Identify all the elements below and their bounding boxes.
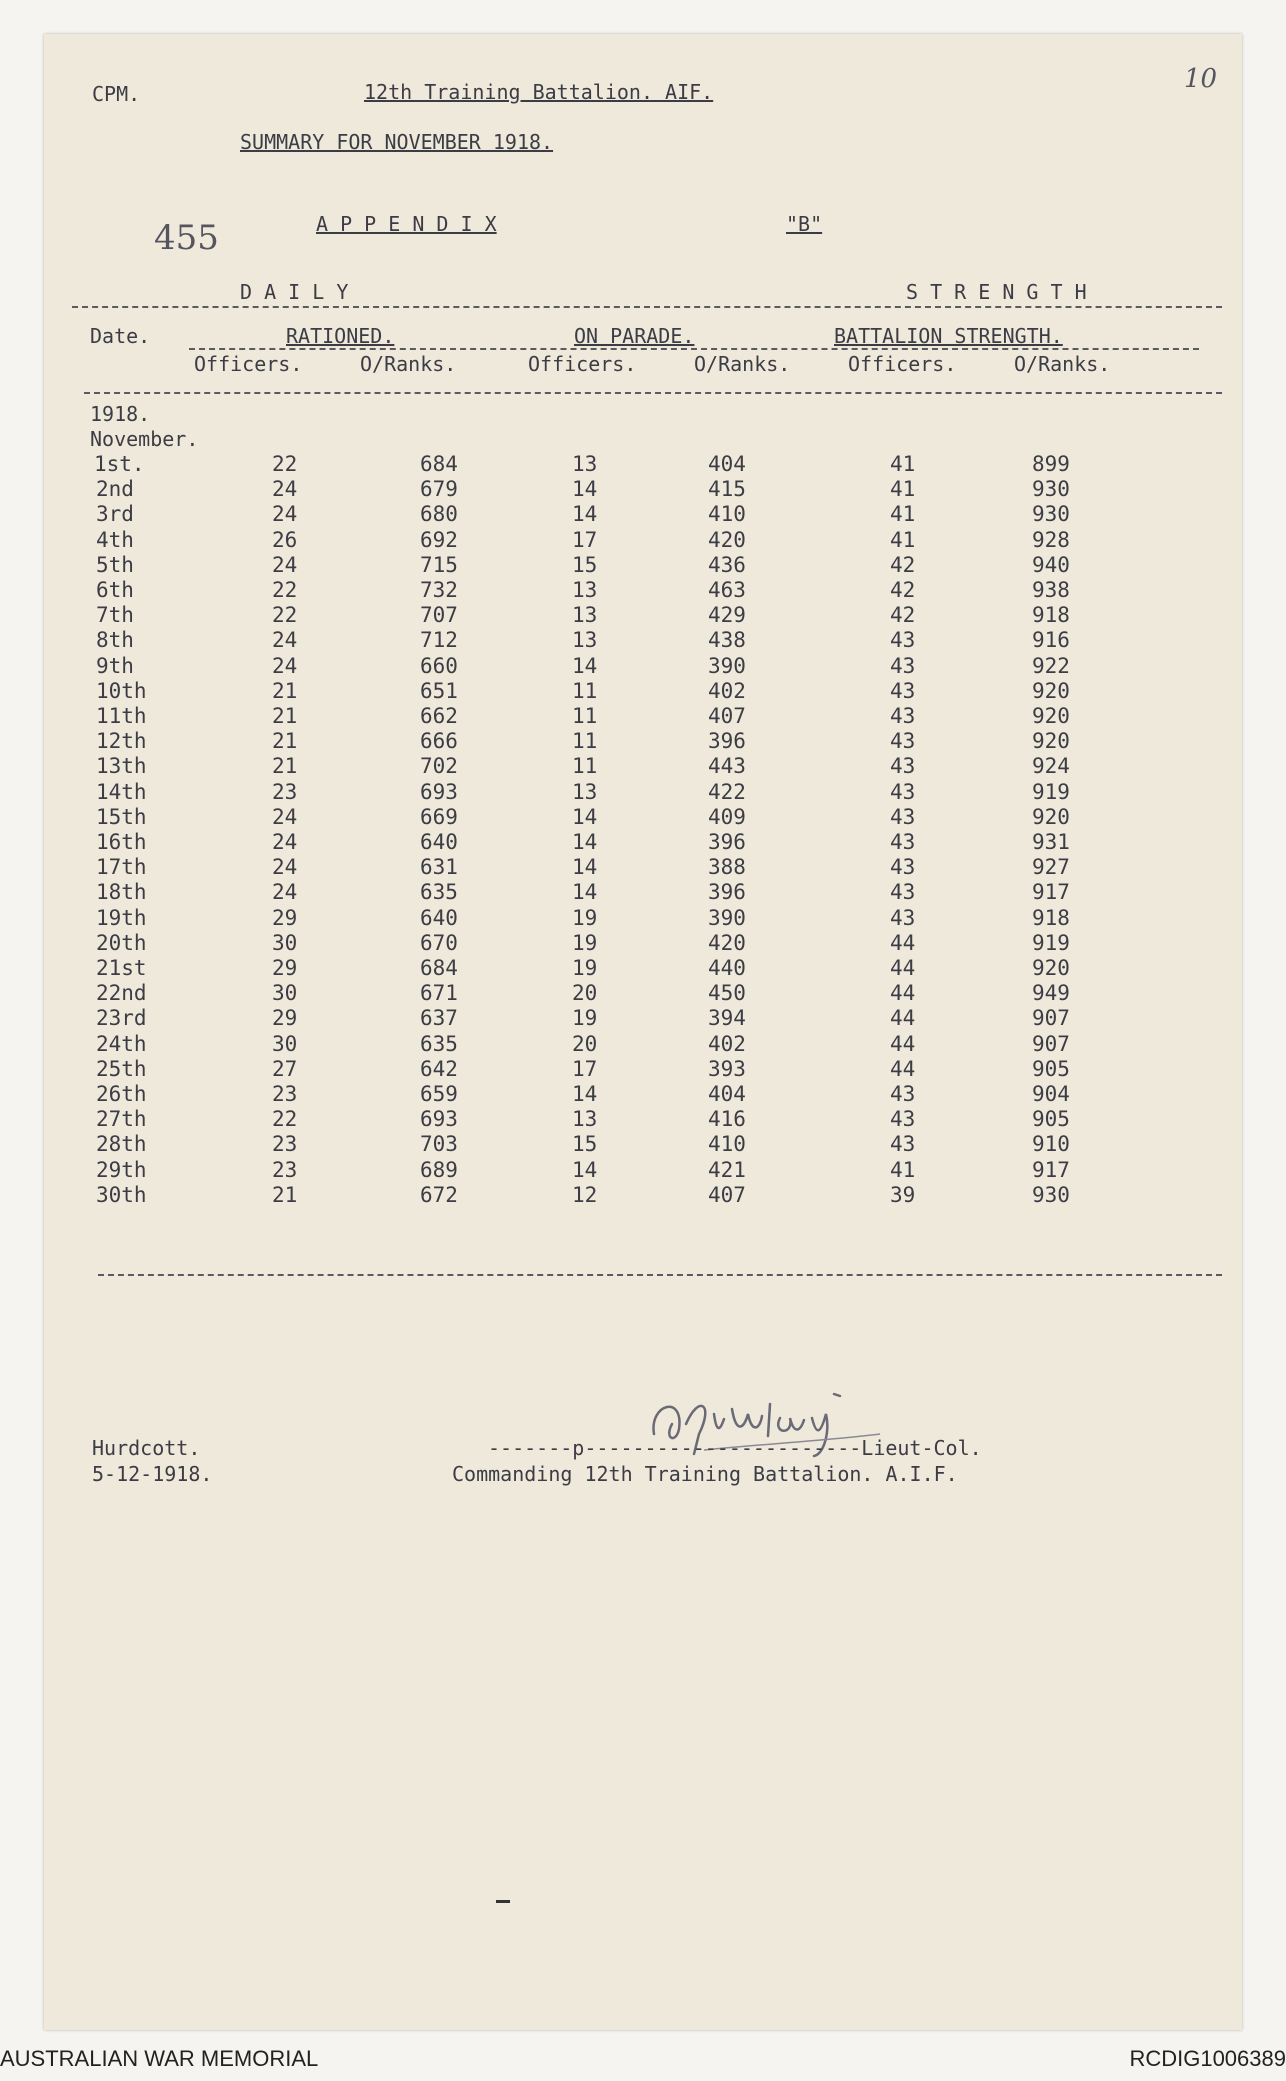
- parade-officers: 14: [572, 880, 598, 905]
- parade-officers: 20: [572, 981, 598, 1006]
- strength-officers: 43: [890, 1107, 916, 1132]
- parade-officers: 15: [572, 552, 598, 577]
- table-row: [44, 956, 1242, 981]
- rationed-ranks: 684: [420, 956, 458, 980]
- rationed-officers: 24: [272, 477, 298, 502]
- page-mark: [496, 1900, 510, 1903]
- parade-ranks: 415: [708, 477, 746, 502]
- strength-ranks: 931: [1032, 830, 1070, 854]
- strength-officers: 43: [890, 779, 916, 804]
- row-date: 24th: [96, 1031, 147, 1056]
- strength-officers: 43: [890, 855, 916, 880]
- rationed-officers: 24: [272, 628, 298, 653]
- parade-ranks: 440: [708, 956, 746, 980]
- parade-ranks: 422: [708, 779, 746, 804]
- parade-officers: 13: [572, 779, 598, 804]
- rule-top: [72, 306, 1222, 308]
- table-row: [44, 603, 1242, 628]
- parade-officers: 13: [572, 603, 598, 628]
- group-rationed: RATIONED.: [286, 324, 395, 348]
- row-date: 9th: [96, 653, 134, 678]
- rationed-ranks: 732: [420, 578, 458, 602]
- parade-ranks: 443: [708, 754, 746, 779]
- group-battalion-strength: BATTALION STRENGTH.: [834, 324, 1063, 348]
- table-row: [44, 704, 1242, 729]
- strength-ranks: 920: [1032, 678, 1070, 703]
- row-date: 29th: [96, 1157, 147, 1182]
- rationed-officers: 21: [272, 729, 298, 754]
- row-date: 17th: [96, 855, 147, 880]
- strength-officers: 41: [890, 527, 916, 552]
- rationed-ranks: 702: [420, 754, 458, 779]
- table-row: [44, 805, 1242, 830]
- parade-officers: 11: [572, 729, 598, 754]
- strength-ranks: 920: [1032, 804, 1070, 829]
- rationed-officers: 23: [272, 779, 298, 804]
- row-date: 12th: [96, 729, 147, 754]
- strength-officers: 41: [890, 1157, 916, 1182]
- banner-daily: D A I L Y: [240, 280, 349, 304]
- parade-ranks: 416: [708, 1107, 746, 1132]
- command-line: Commanding 12th Training Battalion. A.I.F.: [452, 1462, 958, 1486]
- reference-code: CPM.: [92, 82, 141, 106]
- table-row: [44, 855, 1242, 880]
- row-date: 13th: [96, 754, 147, 779]
- strength-ranks: 919: [1032, 779, 1070, 804]
- parade-officers: 14: [572, 830, 598, 854]
- document-page: [44, 34, 1242, 2030]
- row-date: 4th: [96, 527, 134, 552]
- strength-ranks: 919: [1032, 930, 1070, 955]
- row-date: 15th: [96, 804, 147, 829]
- rule-table-end: [98, 1274, 1222, 1276]
- rationed-officers: 21: [272, 678, 298, 703]
- rule-header-bottom: [84, 392, 1222, 394]
- rationed-officers: 24: [272, 804, 298, 829]
- strength-ranks: 949: [1032, 981, 1070, 1006]
- row-date: 5th: [96, 552, 134, 577]
- rationed-ranks: 631: [420, 855, 458, 880]
- row-date: 11th: [96, 704, 147, 728]
- folio-number: 10: [1184, 64, 1218, 94]
- parade-ranks: 396: [708, 830, 746, 854]
- month-label: November.: [90, 427, 199, 451]
- table-row: [44, 780, 1242, 805]
- banner-strength: S T R E N G T H: [906, 280, 1087, 304]
- strength-officers: 43: [890, 1132, 916, 1157]
- rationed-ranks: 635: [420, 880, 458, 905]
- row-date: 14th: [96, 779, 147, 804]
- strength-officers: 43: [890, 880, 916, 905]
- strength-ranks: 920: [1032, 956, 1070, 980]
- table-row: [44, 654, 1242, 679]
- table-row: [44, 679, 1242, 704]
- parade-ranks: 429: [708, 603, 746, 628]
- row-date: 6th: [96, 578, 134, 602]
- parade-ranks: 393: [708, 1056, 746, 1081]
- table-row: [44, 528, 1242, 553]
- table-row: [44, 477, 1242, 502]
- strength-ranks: 922: [1032, 653, 1070, 678]
- parade-officers: 11: [572, 754, 598, 779]
- subheader-rationed-ranks: O/Ranks.: [360, 352, 457, 376]
- parade-officers: 11: [572, 678, 598, 703]
- strength-ranks: 904: [1032, 1082, 1070, 1106]
- parade-officers: 20: [572, 1031, 598, 1056]
- parade-ranks: 450: [708, 981, 746, 1006]
- strength-officers: 43: [890, 628, 916, 653]
- row-date: 7th: [96, 603, 134, 628]
- rationed-ranks: 692: [420, 527, 458, 552]
- strength-ranks: 930: [1032, 477, 1070, 502]
- strength-ranks: 916: [1032, 628, 1070, 653]
- parade-ranks: 404: [708, 452, 746, 476]
- rationed-officers: 29: [272, 1006, 298, 1031]
- rationed-ranks: 669: [420, 804, 458, 829]
- strength-ranks: 920: [1032, 704, 1070, 728]
- strength-ranks: 920: [1032, 729, 1070, 754]
- row-date: 26th: [96, 1082, 147, 1106]
- strength-ranks: 910: [1032, 1132, 1070, 1157]
- parade-ranks: 409: [708, 804, 746, 829]
- subheader-strength-officers: Officers.: [848, 352, 957, 376]
- rationed-officers: 24: [272, 855, 298, 880]
- strength-officers: 44: [890, 930, 916, 955]
- rationed-ranks: 684: [420, 452, 458, 476]
- date-column-header: Date.: [90, 324, 151, 348]
- parade-officers: 12: [572, 1182, 598, 1207]
- rationed-officers: 21: [272, 704, 298, 728]
- parade-ranks: 402: [708, 1031, 746, 1056]
- unit-heading: 12th Training Battalion. AIF.: [364, 80, 714, 104]
- rationed-officers: 24: [272, 880, 298, 905]
- parade-ranks: 421: [708, 1157, 746, 1182]
- rationed-ranks: 715: [420, 552, 458, 577]
- subheader-parade-officers: Officers.: [528, 352, 637, 376]
- summary-heading: SUMMARY FOR NOVEMBER 1918.: [240, 130, 554, 154]
- appendix-letter: "B": [786, 212, 823, 236]
- parade-officers: 13: [572, 578, 598, 602]
- footer-archive-name: AUSTRALIAN WAR MEMORIAL: [0, 2046, 319, 2071]
- rationed-officers: 21: [272, 1182, 298, 1207]
- rationed-ranks: 640: [420, 830, 458, 854]
- table-row: [44, 830, 1242, 855]
- rationed-ranks: 672: [420, 1182, 458, 1207]
- strength-ranks: 918: [1032, 905, 1070, 930]
- rationed-ranks: 635: [420, 1031, 458, 1056]
- table-row: [44, 1082, 1242, 1107]
- rationed-ranks: 670: [420, 930, 458, 955]
- rationed-officers: 24: [272, 653, 298, 678]
- parade-officers: 14: [572, 1082, 598, 1106]
- table-row: [44, 578, 1242, 603]
- parade-ranks: 420: [708, 930, 746, 955]
- strength-officers: 43: [890, 653, 916, 678]
- parade-officers: 17: [572, 527, 598, 552]
- rule-groups: [189, 348, 1199, 350]
- rationed-officers: 23: [272, 1082, 298, 1106]
- rationed-officers: 30: [272, 930, 298, 955]
- rationed-ranks: 640: [420, 905, 458, 930]
- rationed-officers: 24: [272, 552, 298, 577]
- strength-officers: 41: [890, 477, 916, 502]
- appendix-heading: A P P E N D I X: [316, 212, 497, 236]
- rationed-officers: 29: [272, 905, 298, 930]
- rationed-ranks: 637: [420, 1006, 458, 1031]
- row-date: 30th: [96, 1182, 147, 1207]
- strength-officers: 39: [890, 1182, 916, 1207]
- table-row: [44, 1006, 1242, 1031]
- parade-officers: 13: [572, 452, 598, 476]
- strength-officers: 41: [890, 452, 916, 476]
- parade-officers: 14: [572, 855, 598, 880]
- subheader-rationed-officers: Officers.: [194, 352, 303, 376]
- parade-officers: 19: [572, 930, 598, 955]
- rationed-ranks: 693: [420, 1107, 458, 1132]
- parade-officers: 14: [572, 1157, 598, 1182]
- row-date: 10th: [96, 678, 147, 703]
- table-row: [44, 931, 1242, 956]
- strength-ranks: 930: [1032, 502, 1070, 527]
- row-date: 23rd: [96, 1006, 147, 1031]
- parade-ranks: 463: [708, 578, 746, 602]
- parade-officers: 14: [572, 653, 598, 678]
- rationed-ranks: 666: [420, 729, 458, 754]
- strength-ranks: 940: [1032, 552, 1070, 577]
- row-date: 22nd: [96, 981, 147, 1006]
- row-date: 8th: [96, 628, 134, 653]
- parade-ranks: 396: [708, 880, 746, 905]
- strength-officers: 43: [890, 678, 916, 703]
- rationed-ranks: 680: [420, 502, 458, 527]
- strength-ranks: 907: [1032, 1031, 1070, 1056]
- parade-officers: 13: [572, 628, 598, 653]
- parade-ranks: 420: [708, 527, 746, 552]
- strength-officers: 42: [890, 603, 916, 628]
- parade-ranks: 407: [708, 1182, 746, 1207]
- parade-officers: 14: [572, 477, 598, 502]
- strength-ranks: 917: [1032, 1157, 1070, 1182]
- rationed-ranks: 707: [420, 603, 458, 628]
- rationed-ranks: 693: [420, 779, 458, 804]
- parade-ranks: 436: [708, 552, 746, 577]
- footer-record-id: RCDIG1006389: [1129, 2046, 1286, 2071]
- strength-officers: 44: [890, 1031, 916, 1056]
- rationed-ranks: 659: [420, 1082, 458, 1106]
- parade-officers: 17: [572, 1056, 598, 1081]
- table-row: [44, 754, 1242, 779]
- strength-ranks: 907: [1032, 1006, 1070, 1031]
- closing-date: 5-12-1918.: [92, 1462, 213, 1486]
- strength-ranks: 924: [1032, 754, 1070, 779]
- table-row: [44, 1032, 1242, 1057]
- strength-officers: 42: [890, 578, 916, 602]
- parade-ranks: 388: [708, 855, 746, 880]
- rationed-officers: 30: [272, 1031, 298, 1056]
- strength-ranks: 917: [1032, 880, 1070, 905]
- strength-ranks: 938: [1032, 578, 1070, 602]
- subheader-strength-ranks: O/Ranks.: [1014, 352, 1111, 376]
- table-row: [44, 906, 1242, 931]
- parade-ranks: 410: [708, 1132, 746, 1157]
- strength-officers: 41: [890, 502, 916, 527]
- parade-officers: 14: [572, 804, 598, 829]
- strength-ranks: 918: [1032, 603, 1070, 628]
- rank-line: -------p-----------------------Lieut-Col.: [488, 1436, 982, 1460]
- parade-officers: 15: [572, 1132, 598, 1157]
- table-row: [44, 1057, 1242, 1082]
- rationed-ranks: 679: [420, 477, 458, 502]
- rationed-officers: 27: [272, 1056, 298, 1081]
- table-row: [44, 1132, 1242, 1157]
- rationed-officers: 29: [272, 956, 298, 980]
- parade-ranks: 404: [708, 1082, 746, 1106]
- rationed-officers: 21: [272, 754, 298, 779]
- table-row: [44, 502, 1242, 527]
- row-date: 28th: [96, 1132, 147, 1157]
- parade-officers: 19: [572, 956, 598, 980]
- parade-officers: 19: [572, 905, 598, 930]
- row-date: 1st.: [94, 452, 145, 476]
- strength-officers: 44: [890, 956, 916, 980]
- rationed-ranks: 662: [420, 704, 458, 728]
- parade-officers: 11: [572, 704, 598, 728]
- closing-place: Hurdcott.: [92, 1436, 201, 1460]
- strength-officers: 43: [890, 754, 916, 779]
- strength-officers: 43: [890, 704, 916, 728]
- parade-ranks: 394: [708, 1006, 746, 1031]
- table-row: [44, 981, 1242, 1006]
- strength-officers: 43: [890, 804, 916, 829]
- rationed-officers: 23: [272, 1157, 298, 1182]
- rationed-ranks: 671: [420, 981, 458, 1006]
- row-date: 19th: [96, 905, 147, 930]
- strength-ranks: 930: [1032, 1182, 1070, 1207]
- parade-ranks: 407: [708, 704, 746, 728]
- parade-ranks: 438: [708, 628, 746, 653]
- rationed-officers: 24: [272, 502, 298, 527]
- group-on-parade: ON PARADE.: [574, 324, 695, 348]
- table-row: [44, 1107, 1242, 1132]
- strength-ranks: 899: [1032, 452, 1070, 476]
- rationed-ranks: 651: [420, 678, 458, 703]
- strength-officers: 43: [890, 1082, 916, 1106]
- parade-ranks: 390: [708, 905, 746, 930]
- table-row: [44, 628, 1242, 653]
- table-row: [44, 880, 1242, 905]
- table-row: [44, 729, 1242, 754]
- row-date: 20th: [96, 930, 147, 955]
- row-date: 18th: [96, 880, 147, 905]
- row-date: 3rd: [96, 502, 134, 527]
- strength-officers: 42: [890, 552, 916, 577]
- row-date: 27th: [96, 1107, 147, 1132]
- rationed-ranks: 703: [420, 1132, 458, 1157]
- rationed-ranks: 689: [420, 1157, 458, 1182]
- parade-ranks: 410: [708, 502, 746, 527]
- rationed-officers: 26: [272, 527, 298, 552]
- strength-officers: 44: [890, 981, 916, 1006]
- strength-officers: 44: [890, 1056, 916, 1081]
- rationed-officers: 22: [272, 1107, 298, 1132]
- document-number: 455: [154, 218, 219, 258]
- row-date: 21st: [96, 956, 147, 980]
- rationed-officers: 30: [272, 981, 298, 1006]
- parade-officers: 19: [572, 1006, 598, 1031]
- rationed-ranks: 660: [420, 653, 458, 678]
- subheader-parade-ranks: O/Ranks.: [694, 352, 791, 376]
- parade-officers: 13: [572, 1107, 598, 1132]
- row-date: 2nd: [96, 477, 134, 502]
- strength-ranks: 927: [1032, 855, 1070, 880]
- rationed-ranks: 712: [420, 628, 458, 653]
- rationed-officers: 22: [272, 578, 298, 602]
- strength-officers: 43: [890, 729, 916, 754]
- strength-officers: 43: [890, 905, 916, 930]
- row-date: 16th: [96, 830, 147, 854]
- rationed-ranks: 642: [420, 1056, 458, 1081]
- rationed-officers: 22: [272, 603, 298, 628]
- row-date: 25th: [96, 1056, 147, 1081]
- parade-ranks: 390: [708, 653, 746, 678]
- parade-ranks: 396: [708, 729, 746, 754]
- rationed-officers: 23: [272, 1132, 298, 1157]
- strength-officers: 44: [890, 1006, 916, 1031]
- rationed-officers: 24: [272, 830, 298, 854]
- strength-ranks: 905: [1032, 1056, 1070, 1081]
- parade-officers: 14: [572, 502, 598, 527]
- parade-ranks: 402: [708, 678, 746, 703]
- strength-ranks: 928: [1032, 527, 1070, 552]
- rationed-officers: 22: [272, 452, 298, 476]
- strength-officers: 43: [890, 830, 916, 854]
- table-row: [44, 1158, 1242, 1183]
- year-label: 1918.: [90, 402, 151, 426]
- strength-ranks: 905: [1032, 1107, 1070, 1132]
- table-row: [44, 1183, 1242, 1208]
- table-row: [44, 553, 1242, 578]
- table-row: [44, 452, 1242, 477]
